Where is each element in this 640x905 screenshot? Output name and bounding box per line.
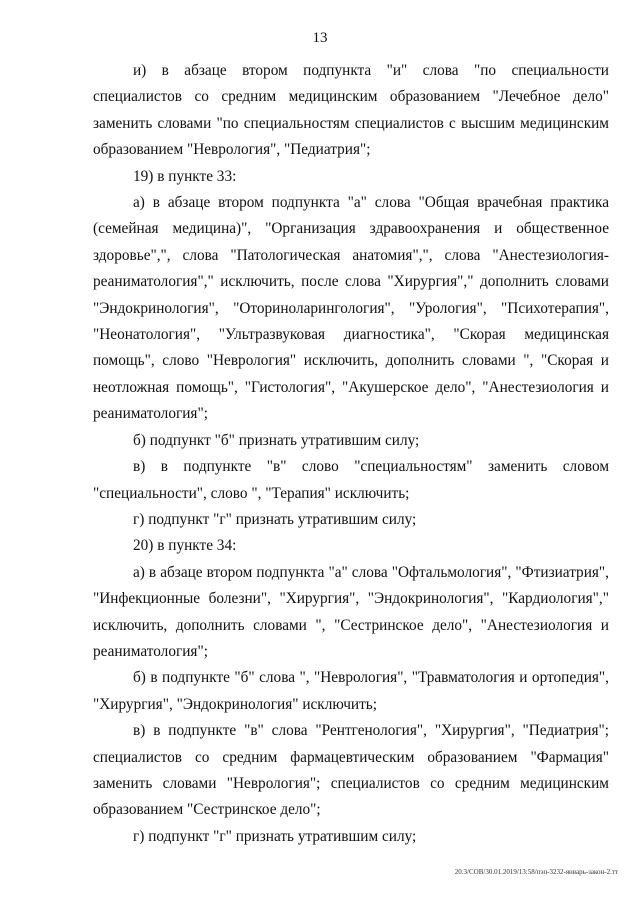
paragraph-20-a: а) в абзаце втором подпункта "а" слова "Офтальмология", "Фтизиатрия", "Инфекционные болезни", "Хирургия", "Эндокринология", "Кардиология"," исключить, дополнить словами ", "Сестринское дело", "Анестезиология и реаниматология"; xyxy=(93,563,609,660)
paragraph-20-v: в) в подпункте "в" слова "Рентгенология", "Хирургия", "Педиатрия"; специалистов со средним фармацевтическим образованием "Фармация" заменить словами "Неврология"; специалистов со средним медицинским образованием "Сестринское дело"; xyxy=(93,722,609,819)
document-body xyxy=(93,58,609,850)
paragraph-item-20: 20) в пункте 34: xyxy=(133,537,237,555)
paragraph-20-b: б) в подпункте "б" слова ", "Неврология", "Травматология и ортопедия", "Хирургия", "Эндокринология" исключить; xyxy=(93,669,609,713)
paragraph-item-19: 19) в пункте 33: xyxy=(133,167,237,185)
paragraph-19-g: г) подпункт "г" признать утратившим силу; xyxy=(133,510,417,528)
paragraph-i-subparagraph: и) в абзаце втором подпункта "и" слова "по специальности специалистов со средним медицинским образованием "Лечебное дело" заменить словами "по специальностям специалистов с высшим медицинским образованием "Неврология", "Педиатрия"; xyxy=(93,62,609,159)
document-footer-code: 20.3/СОВ/30.01.2019/13:58/пэп-3232-январь-закон-2.тт xyxy=(454,868,618,876)
paragraph-19-a: а) в абзаце втором подпункта "а" слова "Общая врачебная практика (семейная медицина)", "Организация здравоохранения и общественное здоровье",", слова "Патологическая анатомия",", слова "Анестезиология-реаниматология"," исключить, после слова "Хирургия"," дополнить словами "Эндокринология", "Оториноларингология", "Урология", "Психотерапия", "Неонатология", "Ультразвуковая диагностика", "Скорая медицинская помощь", слово "Неврология" исключить, дополнить словами ", "Скорая и неотложная помощь", "Гистология", "Акушерское дело", "Анестезиология и реаниматология"; xyxy=(93,194,609,423)
paragraph-19-v: в) в подпункте "в" слово "специальностям" заменить словом "специальности", слово ", "Терапия" исключить; xyxy=(93,458,609,502)
paragraph-19-b: б) подпункт "б" признать утратившим силу; xyxy=(133,431,420,449)
page-number: 13 xyxy=(312,30,328,46)
paragraph-20-g: г) подпункт "г" признать утратившим силу; xyxy=(133,827,417,845)
